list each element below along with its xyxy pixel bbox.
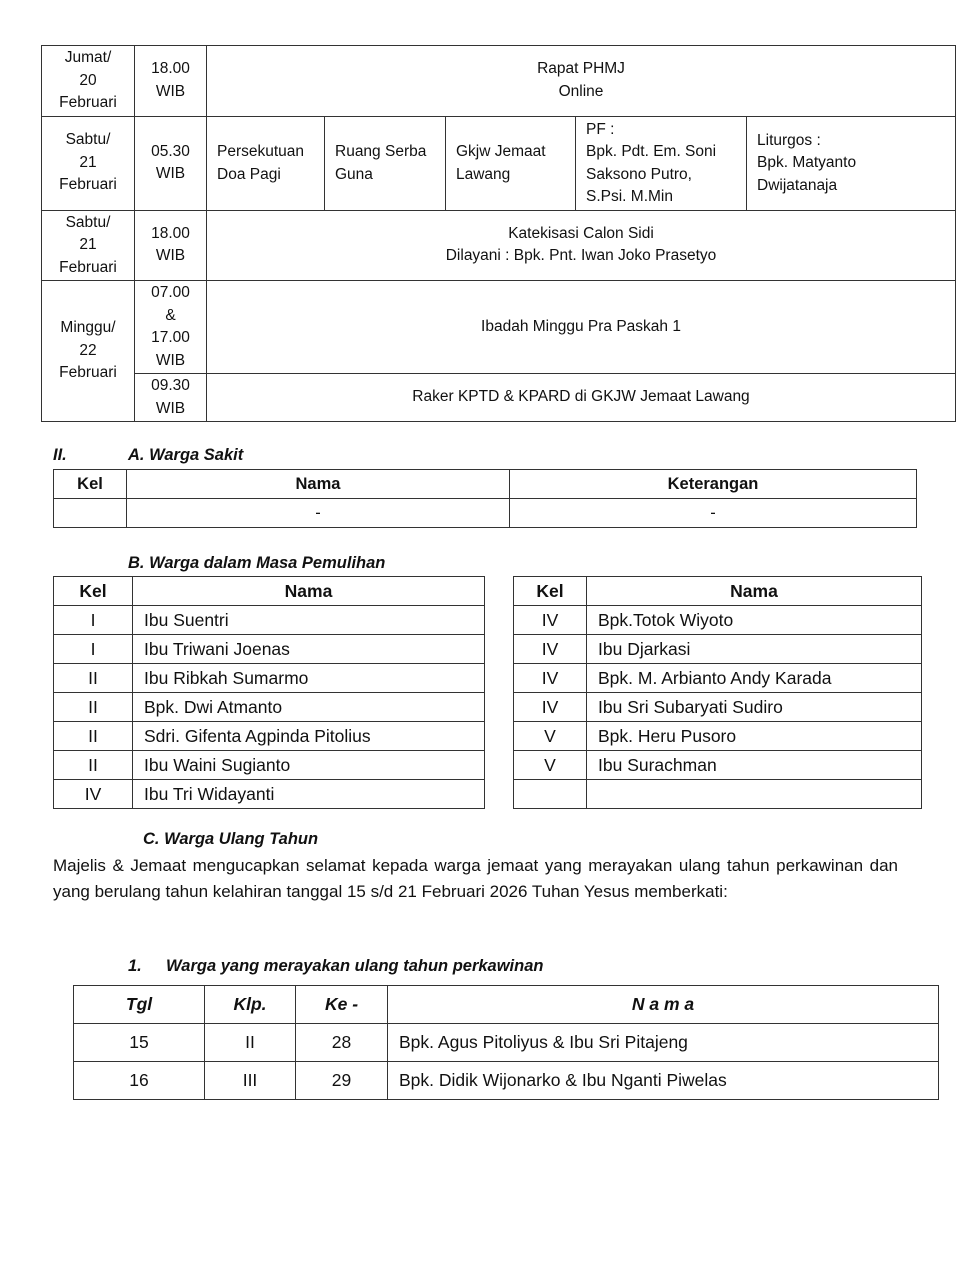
col-kel: Kel	[54, 470, 127, 499]
cell-nama: Ibu Surachman	[587, 751, 922, 780]
col-nama: Nama	[127, 470, 510, 499]
time-cell	[135, 281, 207, 374]
cell-nama: -	[127, 499, 510, 528]
schedule-row	[42, 281, 956, 374]
day-label: Jumat/	[64, 49, 112, 66]
day-month: Februari	[59, 94, 117, 111]
col-kel: Kel	[514, 577, 587, 606]
time-zone: WIB	[155, 399, 186, 417]
table-row	[54, 722, 485, 751]
location-cell	[325, 116, 446, 210]
cell-nama: Ibu Sri Subaryati Sudiro	[587, 693, 922, 722]
table-row	[74, 1062, 939, 1100]
table-header-row	[54, 470, 917, 499]
time-zone: WIB	[155, 165, 186, 182]
col-keterangan: Keterangan	[510, 470, 917, 499]
day-date: 22	[79, 341, 97, 359]
liturgos-label: Liturgos :	[757, 131, 821, 149]
cell-ke: 29	[296, 1062, 388, 1100]
time-value: 18.00	[151, 224, 190, 242]
warga-sakit-table	[53, 469, 917, 528]
preacher-cell	[576, 116, 747, 210]
event-name: Doa Pagi	[217, 165, 281, 183]
time-sep: &	[165, 306, 176, 324]
time-cell	[135, 210, 207, 281]
time-zone: WIB	[155, 82, 186, 100]
liturgos-cell	[747, 116, 956, 210]
cell-kel	[54, 499, 127, 528]
schedule-row	[42, 116, 956, 210]
schedule-row	[42, 210, 956, 281]
table-row	[54, 499, 917, 528]
cell-nama: Ibu Tri Widayanti	[133, 780, 485, 809]
day-month: Februari	[59, 258, 117, 276]
table-row	[54, 664, 485, 693]
cell-kel: I	[54, 606, 133, 635]
cell-kel: II	[54, 664, 133, 693]
event-name-cell	[207, 116, 325, 210]
greeting-paragraph: Majelis & Jemaat mengucapkan selamat kepada warga jemaat yang merayakan ulang tahun perkawinan dan yang berulang tahun kelahiran tanggal 15 s/d 21 Februari 2026 Tuhan Yesus memberkati:	[53, 856, 898, 901]
day-month: Februari	[59, 176, 117, 194]
cell-kel: V	[514, 722, 587, 751]
preacher-name: Bpk. Pdt. Em. Soni	[586, 143, 717, 160]
church: Gkjw Jemaat	[456, 143, 546, 160]
day-date: 21	[79, 153, 97, 171]
day-date: 20	[79, 71, 97, 89]
pemulihan-table-left	[53, 576, 485, 809]
time-zone: WIB	[155, 351, 186, 369]
col-ke: Ke -	[296, 986, 388, 1024]
col-nama: N a m a	[388, 986, 939, 1024]
location: Guna	[335, 165, 373, 183]
cell-nama: Ibu Triwani Joenas	[133, 635, 485, 664]
cell-nama	[587, 780, 922, 809]
cell-tgl: 16	[74, 1062, 205, 1100]
cell-kel: IV	[514, 693, 587, 722]
cell-kel: IV	[514, 606, 587, 635]
day-label: Sabtu/	[65, 131, 111, 149]
day-label: Sabtu/	[65, 213, 111, 231]
liturgos-name: Dwijatanaja	[757, 176, 838, 194]
cell-nama: Ibu Ribkah Sumarmo	[133, 664, 485, 693]
schedule-table	[41, 45, 956, 422]
cell-nama: Sdri. Gifenta Agpinda Pitolius	[133, 722, 485, 751]
event-title: Rapat PHMJ	[537, 60, 625, 78]
liturgos-name: Bpk. Matyanto	[757, 154, 857, 172]
event-detail: Dilayani : Bpk. Pnt. Iwan Joko Prasetyo	[445, 247, 717, 265]
time-cell	[135, 46, 207, 117]
cell-tgl: 15	[74, 1024, 205, 1062]
event-cell	[207, 374, 956, 422]
cell-nama: Bpk.Totok Wiyoto	[587, 606, 922, 635]
table-row	[514, 780, 922, 809]
time-cell	[135, 116, 207, 210]
table-header-row	[74, 986, 939, 1024]
cell-nama: Bpk. Dwi Atmanto	[133, 693, 485, 722]
section-number: II.	[53, 446, 67, 464]
event-cell	[207, 46, 956, 117]
cell-kel	[514, 780, 587, 809]
time-zone: WIB	[155, 247, 186, 265]
section-c-title: C. Warga Ulang Tahun	[143, 830, 319, 848]
table-row	[514, 635, 922, 664]
table-row	[514, 693, 922, 722]
event-name: Persekutuan	[217, 143, 305, 160]
pemulihan-table-right	[513, 576, 922, 809]
table-row	[54, 751, 485, 780]
cell-kel: IV	[54, 780, 133, 809]
event-title: Raker KPTD & KPARD di GKJW Jemaat Lawang	[412, 388, 750, 406]
col-nama: Nama	[133, 577, 485, 606]
time-value: 09.30	[151, 377, 190, 394]
cell-klp: III	[205, 1062, 296, 1100]
preacher-label: PF :	[586, 120, 615, 138]
cell-nama: Bpk. Agus Pitoliyus & Ibu Sri Pitajeng	[388, 1024, 939, 1062]
subsection-title: Warga yang merayakan ulang tahun perkawinan	[166, 957, 544, 975]
day-month: Februari	[59, 364, 117, 382]
cell-kel: V	[514, 751, 587, 780]
table-header-row	[54, 577, 485, 606]
table-row	[514, 664, 922, 693]
table-row	[54, 635, 485, 664]
col-nama: Nama	[587, 577, 922, 606]
day-label: Minggu/	[60, 319, 116, 337]
table-header-row	[514, 577, 922, 606]
location: Ruang Serba	[335, 143, 427, 160]
event-title: Katekisasi Calon Sidi	[508, 224, 654, 242]
subsection-number: 1.	[128, 957, 142, 975]
col-klp: Klp.	[205, 986, 296, 1024]
cell-nama: Bpk. M. Arbianto Andy Karada	[587, 664, 922, 693]
time-value: 18.00	[151, 60, 190, 78]
section-b-title: B. Warga dalam Masa Pemulihan	[128, 554, 386, 572]
cell-kel: II	[54, 722, 133, 751]
cell-klp: II	[205, 1024, 296, 1062]
cell-kel: II	[54, 693, 133, 722]
preacher-title: S.Psi. M.Min	[586, 188, 673, 205]
cell-nama: Ibu Waini Sugianto	[133, 751, 485, 780]
table-row	[54, 693, 485, 722]
cell-nama: Bpk. Didik Wijonarko & Ibu Nganti Piwelas	[388, 1062, 939, 1100]
day-cell	[42, 210, 135, 281]
event-title: Ibadah Minggu Pra Paskah 1	[481, 317, 681, 335]
event-cell	[207, 210, 956, 281]
cell-keterangan: -	[510, 499, 917, 528]
church-cell	[446, 116, 576, 210]
day-date: 21	[79, 236, 97, 253]
cell-nama: Bpk. Heru Pusoro	[587, 722, 922, 751]
event-cell	[207, 281, 956, 374]
church: Lawang	[456, 165, 511, 183]
time-value: 17.00	[151, 329, 190, 346]
table-row	[514, 751, 922, 780]
cell-ke: 28	[296, 1024, 388, 1062]
cell-kel: IV	[514, 664, 587, 693]
schedule-row	[42, 374, 956, 422]
time-cell	[135, 374, 207, 422]
cell-kel: II	[54, 751, 133, 780]
table-row	[74, 1024, 939, 1062]
event-detail: Online	[558, 82, 604, 100]
table-row	[514, 722, 922, 751]
day-cell	[42, 46, 135, 117]
table-row	[54, 780, 485, 809]
day-cell	[42, 116, 135, 210]
section-a-title: A. Warga Sakit	[128, 446, 244, 464]
schedule-row	[42, 46, 956, 117]
day-cell	[42, 281, 135, 422]
time-value: 07.00	[151, 284, 190, 301]
table-row	[54, 606, 485, 635]
ulang-tahun-perkawinan-table	[73, 985, 939, 1100]
col-tgl: Tgl	[74, 986, 205, 1024]
col-kel: Kel	[54, 577, 133, 606]
time-value: 05.30	[151, 142, 190, 160]
cell-nama: Ibu Djarkasi	[587, 635, 922, 664]
table-row	[514, 606, 922, 635]
preacher-name: Saksono Putro,	[586, 165, 692, 183]
cell-nama: Ibu Suentri	[133, 606, 485, 635]
cell-kel: IV	[514, 635, 587, 664]
cell-kel: I	[54, 635, 133, 664]
